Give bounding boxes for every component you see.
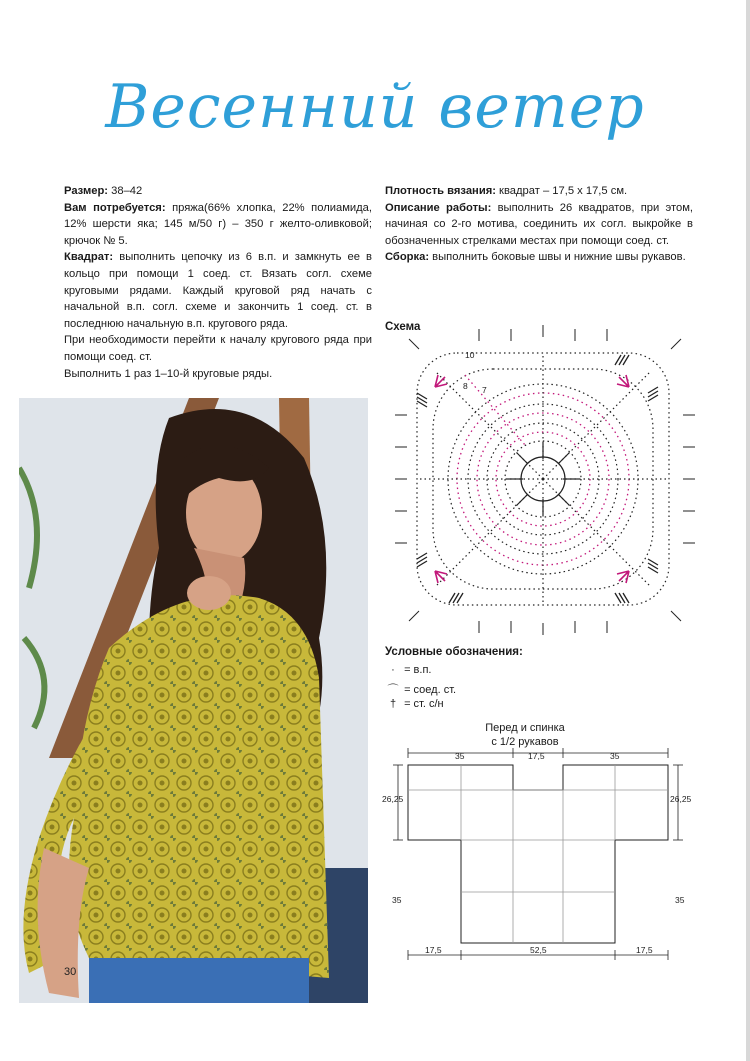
size-label: Размер: xyxy=(64,185,109,197)
pattern-title-line-2: с 1/2 рукавов xyxy=(491,736,559,748)
pattern-title-line-1: Перед и спинка xyxy=(485,722,565,734)
dim-top-right: 35 xyxy=(610,751,620,761)
legend-item-slip-stitch xyxy=(385,681,456,697)
legend-dc-text: = ст. с/н xyxy=(404,698,444,710)
legend-label: Условные обозначения: xyxy=(385,646,523,658)
page-title: Весенний ветер xyxy=(105,72,645,142)
row-number-10: 10 xyxy=(465,350,475,360)
instructions-para-2: При необходимости перейти к началу кругового ряда при помощи соед. ст. xyxy=(64,334,372,363)
description-value: выполнить 26 квадратов, при этом, начиная со 2-го мотива, соединить их согл. выкройке в обозначенных стрелками местах при помощи соед. ст. xyxy=(385,201,693,247)
legend-slip-text: = соед. ст. xyxy=(404,684,457,696)
left-text-column xyxy=(64,183,372,382)
page-number: 30 xyxy=(64,966,77,978)
legend-chain-text: = в.п. xyxy=(404,664,432,676)
right-text-column xyxy=(385,183,693,266)
size-value: 38–42 xyxy=(108,185,143,197)
dim-body-right: 35 xyxy=(675,895,685,905)
dim-body-left: 35 xyxy=(392,895,402,905)
dim-bottom-mid: 52,5 xyxy=(530,945,547,955)
legend-chain-symbol: · xyxy=(391,664,395,676)
instructions-para-3: Выполнить 1 раз 1–10-й круговые ряды. xyxy=(64,367,273,380)
dim-bottom-left: 17,5 xyxy=(425,945,442,955)
gauge-value: квадрат – 17,5 х 17,5 см. xyxy=(495,185,628,197)
dim-side-left: 26,25 xyxy=(382,794,404,804)
legend-item-double-crochet xyxy=(385,698,444,710)
dim-bottom-right: 17,5 xyxy=(636,945,653,955)
dim-top-left: 35 xyxy=(455,751,465,761)
crochet-scheme xyxy=(395,325,695,635)
assembly-value: выполнить боковые швы и нижние швы рукавов. xyxy=(429,251,686,264)
square-instructions: выполнить цепочку из 6 в.п. и замкнуть ее в кольцо при помощи 1 соед. ст. Вязать согл. схеме круговыми рядами. Каждый круговой ряд начать с начальной в.п. согл. схеме и закончить 1 соед. ст. в последнюю начальную в.п. кругового ряда. xyxy=(64,251,372,330)
model-photo xyxy=(19,398,368,1003)
scheme-label: Схема xyxy=(385,321,421,333)
page-edge xyxy=(746,0,750,1061)
square-label: Квадрат: xyxy=(64,251,114,264)
row-number-7: 7 xyxy=(482,385,487,395)
legend-dc-symbol: † xyxy=(389,698,397,710)
assembly-label: Сборка: xyxy=(385,251,430,264)
gauge-label: Плотность вязания: xyxy=(385,185,496,197)
legend-item-chain xyxy=(385,664,431,676)
dim-side-right: 26,25 xyxy=(670,794,692,804)
materials-value: пряжа(66% хлопка, 22% полиамида, 12% шерсти яка; 145 м/50 г) – 350 г желто-оливковой; крючок № 5. xyxy=(64,201,372,247)
row-number-8: 8 xyxy=(463,381,468,391)
description-label: Описание работы: xyxy=(385,201,492,214)
pattern-diagram xyxy=(380,745,700,965)
dim-top-mid: 17,5 xyxy=(528,751,545,761)
materials-label: Вам потребуется: xyxy=(64,201,166,214)
legend-slip-symbol: ⌒ xyxy=(387,684,399,696)
